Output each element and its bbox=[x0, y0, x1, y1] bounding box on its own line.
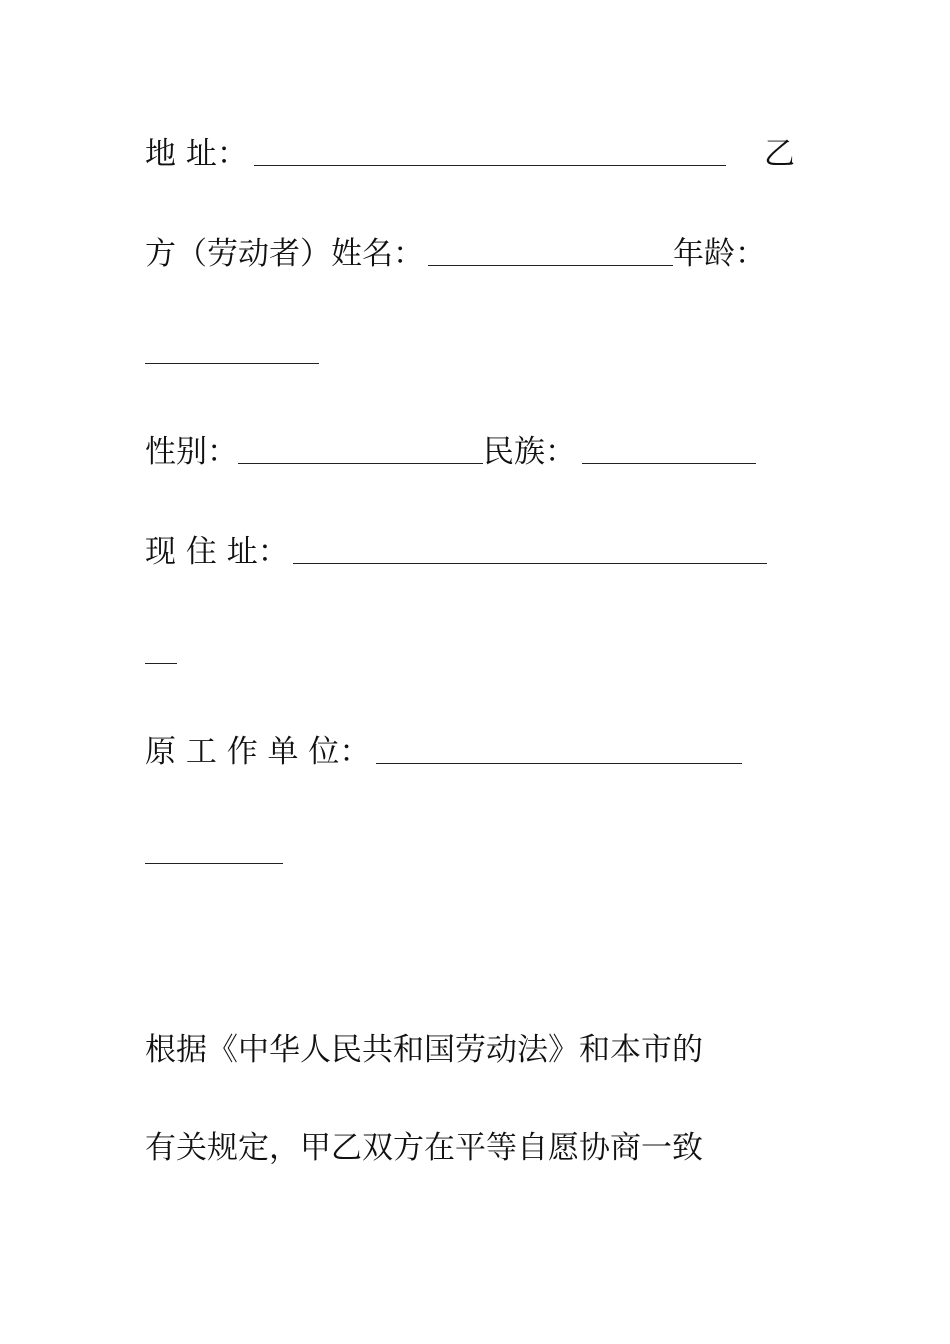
current-address-cont-row bbox=[145, 630, 795, 674]
current-address-blank[interactable] bbox=[293, 563, 767, 564]
former-employer-cont-row bbox=[145, 830, 795, 874]
age-blank-row bbox=[145, 330, 795, 374]
current-address-cont-blank[interactable] bbox=[145, 663, 177, 664]
ethnicity-label: 民族： bbox=[483, 434, 576, 470]
address-row bbox=[145, 132, 795, 176]
age-label: 年龄： bbox=[673, 236, 766, 272]
gender-label: 性别： bbox=[145, 434, 238, 470]
party-b-name-row bbox=[145, 232, 795, 276]
former-employer-cont-blank[interactable] bbox=[145, 863, 283, 864]
current-address-row bbox=[145, 530, 795, 574]
ethnicity-blank[interactable] bbox=[582, 463, 756, 464]
agreement-paragraph-line-2: 有关规定，甲乙双方在平等自愿协商一致 bbox=[145, 1130, 703, 1166]
address-blank[interactable] bbox=[254, 165, 726, 166]
gender-blank[interactable] bbox=[238, 463, 483, 464]
name-blank[interactable] bbox=[428, 265, 673, 266]
party-b-name-label: 方（劳动者）姓名： bbox=[145, 236, 424, 272]
age-blank[interactable] bbox=[145, 363, 319, 364]
agreement-paragraph-line-1: 根据《中华人民共和国劳动法》和本市的 bbox=[145, 1032, 703, 1068]
address-label: 地 址： bbox=[145, 136, 248, 172]
former-employer-label: 原 工 作 单 位： bbox=[145, 734, 371, 770]
former-employer-row bbox=[145, 730, 795, 774]
former-employer-blank[interactable] bbox=[376, 763, 742, 764]
gender-ethnicity-row bbox=[145, 430, 795, 474]
current-address-label: 现 住 址： bbox=[145, 534, 289, 570]
party-b-prefix: 乙 bbox=[764, 136, 795, 172]
